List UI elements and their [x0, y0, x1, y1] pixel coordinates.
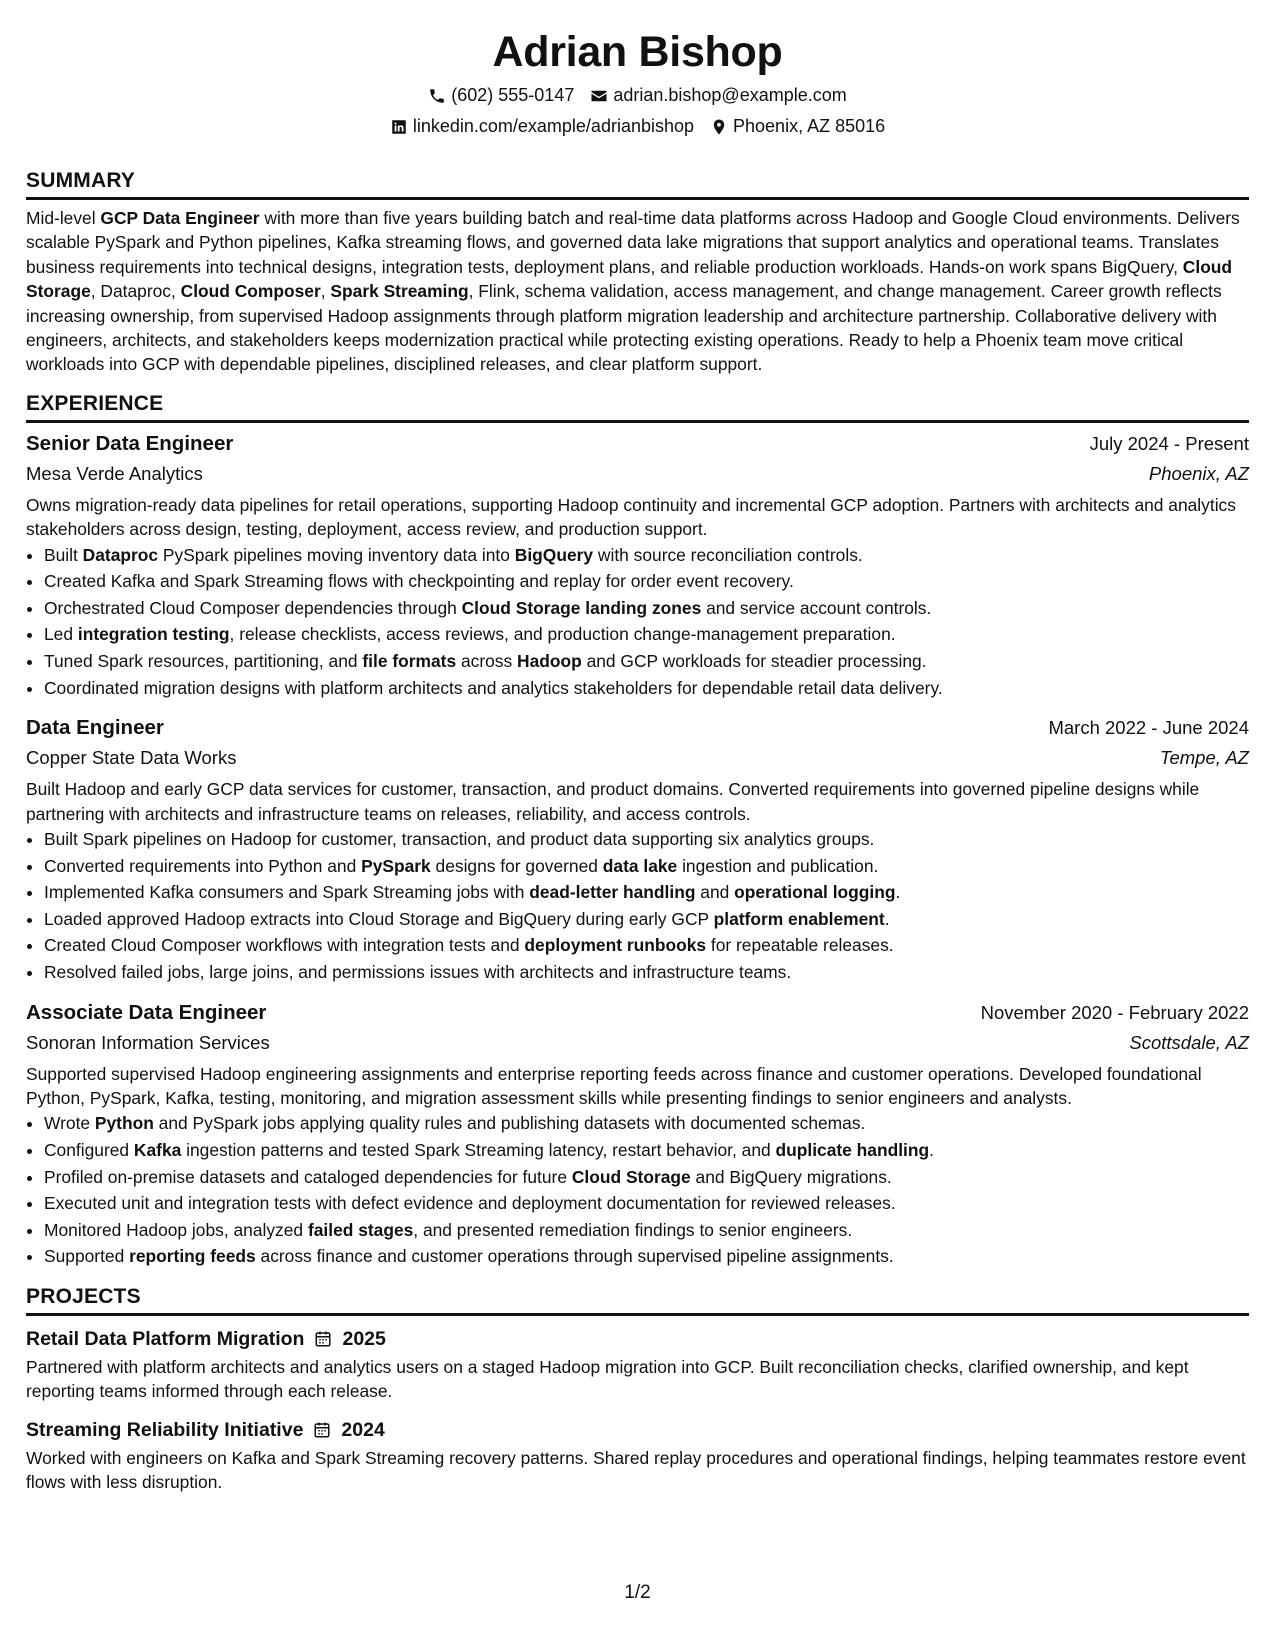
job-company: Sonoran Information Services	[26, 1031, 270, 1053]
text-segment: Profiled on-premise datasets and cataloged dependencies for future	[44, 1166, 572, 1187]
job-location: Scottsdale, AZ	[1129, 1031, 1249, 1053]
text-segment: Coordinated migration designs with platform architects and analytics stakeholders for dependable retail data delivery.	[44, 677, 943, 698]
bold-text: Cloud Composer	[180, 281, 321, 302]
bullet-item	[44, 621, 1249, 648]
job-title: Associate Data Engineer	[26, 1000, 267, 1024]
contact-email[interactable]	[590, 80, 846, 111]
contact-phone	[428, 80, 574, 111]
summary-section	[26, 168, 1249, 377]
linkedin-text[interactable]: linkedin.com/example/adrianbishop	[412, 116, 695, 136]
text-segment: Built	[44, 544, 83, 565]
text-segment: ingestion and publication.	[677, 855, 879, 876]
job-bullets	[26, 1110, 1249, 1270]
text-segment: and GCP workloads for steadier processing.	[581, 651, 927, 672]
contact-line-1	[26, 80, 1249, 111]
bold-text: duplicate handling	[775, 1140, 930, 1160]
job-company: Copper State Data Works	[26, 747, 237, 769]
contact-location	[710, 111, 885, 142]
bullet-item	[44, 1217, 1249, 1244]
project-entry	[26, 1416, 1249, 1495]
bold-text: operational logging	[734, 882, 896, 903]
projects-heading: PROJECTS	[26, 1284, 1249, 1316]
text-segment: Monitored Hadoop jobs, analyzed	[44, 1219, 308, 1240]
project-year: 2024	[341, 1418, 385, 1441]
text-segment: Supported	[44, 1246, 130, 1267]
text-segment: ,	[320, 281, 331, 302]
text-segment: and	[695, 882, 735, 903]
bold-text: Cloud Storage	[26, 256, 1233, 302]
text-segment: , and presented remediation findings to senior engineers.	[413, 1219, 853, 1240]
job-dates: March 2022 - June 2024	[1048, 717, 1249, 739]
text-segment: Created Cloud Composer workflows with integration tests and	[44, 935, 525, 956]
contact-linkedin[interactable]	[390, 111, 694, 142]
text-segment: Executed unit and integration tests with defect evidence and deployment documentation for reviewed releases.	[44, 1193, 896, 1214]
job-dates: November 2020 - February 2022	[980, 1001, 1249, 1023]
text-segment: and BigQuery migrations.	[690, 1166, 892, 1187]
calendar-icon	[314, 1330, 332, 1348]
bullet-item	[44, 1243, 1249, 1270]
envelope-icon	[590, 87, 608, 105]
text-segment: , Dataproc,	[90, 281, 181, 302]
bold-text: Hadoop	[517, 651, 582, 672]
bold-text: Spark Streaming	[330, 281, 469, 302]
text-segment: .	[884, 908, 890, 929]
bold-text: reporting feeds	[129, 1246, 256, 1267]
bullet-item	[44, 906, 1249, 933]
bold-text: failed stages	[307, 1219, 414, 1240]
contact-line-2	[26, 111, 1249, 142]
bold-text: PySpark	[361, 855, 431, 876]
bold-text: data lake	[602, 855, 678, 876]
bullet-item	[44, 1164, 1249, 1191]
bullet-item	[44, 959, 1249, 986]
email-text[interactable]: adrian.bishop@example.com	[613, 85, 847, 105]
phone-icon	[428, 87, 446, 105]
job-summary: Owns migration-ready data pipelines for retail operations, supporting Hadoop continuity and incremental GCP adoption. Partners with architects and analytics stakeholders across design, testing, deployment, access review, and production support.	[26, 494, 1236, 540]
text-segment: ingestion patterns and tested Spark Streaming latency, restart behavior, and	[181, 1140, 776, 1160]
job-bullets	[26, 826, 1249, 986]
text-segment: with source reconciliation controls.	[593, 544, 863, 565]
bullet-item	[44, 542, 1249, 569]
bold-text: dead-letter handling	[529, 882, 696, 903]
job-summary: Built Hadoop and early GCP data services for customer, transaction, and product domains. Converted requirements into governed pipeline designs while partnering with architects and infrastructure teams on releases, reliability, and access controls.	[26, 779, 1200, 824]
text-segment: and service account controls.	[701, 597, 932, 618]
summary-text	[26, 206, 1249, 377]
bold-text: Kafka	[133, 1140, 182, 1160]
bullet-item	[44, 1137, 1249, 1164]
text-segment: Created Kafka and Spark Streaming flows with checkpointing and replay for order event recovery.	[44, 571, 794, 592]
text-segment: PySpark pipelines moving inventory data into	[158, 544, 515, 565]
project-description: Partnered with platform architects and analytics users on a staged Hadoop migration into GCP. Built reconciliation checks, clarified ownership, and kept reporting teams informed through each release.	[26, 1356, 1189, 1402]
text-segment: , Flink, schema validation, access management, and change management. Career growth reflects increasing ownership, from supervised Hadoop assignments through platform migration leadership and architecture partnership. Collaborative delivery with engineers, architects, and stakeholders keeps modernization practical while protecting existing operations. Ready to help a Phoenix team move critical workloads into GCP with dependable pipelines, disciplined releases, and clear platform support.	[26, 281, 1222, 375]
bullet-item	[44, 595, 1249, 622]
text-segment: Wrote	[44, 1113, 95, 1134]
resume-header	[26, 24, 1249, 142]
candidate-name: Adrian Bishop	[492, 28, 783, 76]
job-summary: Supported supervised Hadoop engineering assignments and enterprise reporting feeds across finance and customer operations. Developed foundational Python, PySpark, Kafka, testing, monitoring, and migration assessment skills while presenting findings to senior engineers and analysts.	[26, 1063, 1202, 1108]
page-number: 1/2	[624, 1582, 651, 1603]
location-text: Phoenix, AZ 85016	[733, 116, 886, 136]
text-segment: .	[895, 882, 901, 903]
bullet-item	[44, 826, 1249, 853]
bullet-item	[44, 853, 1249, 880]
text-segment: for repeatable releases.	[706, 935, 894, 956]
job-bullets	[26, 542, 1249, 702]
phone-text: (602) 555-0147	[451, 85, 575, 105]
project-year: 2025	[342, 1327, 386, 1350]
text-segment: across	[456, 651, 518, 672]
job-location: Tempe, AZ	[1159, 747, 1249, 769]
job-entry	[26, 713, 1249, 985]
job-entry	[26, 998, 1249, 1270]
bullet-item	[44, 568, 1249, 595]
job-dates: July 2024 - Present	[1089, 432, 1249, 454]
bold-text: integration testing	[77, 624, 230, 645]
bold-text: Python	[94, 1113, 154, 1134]
job-location: Phoenix, AZ	[1148, 462, 1249, 484]
experience-section	[26, 391, 1249, 1270]
text-segment: Built Spark pipelines on Hadoop for customer, transaction, and product data supporting six analytics groups.	[44, 829, 875, 850]
bold-text: Cloud Storage	[571, 1166, 691, 1187]
bullet-item	[44, 648, 1249, 675]
experience-heading: EXPERIENCE	[26, 391, 1249, 423]
text-segment: Orchestrated Cloud Composer dependencies through	[44, 597, 462, 618]
job-entry	[26, 429, 1249, 701]
project-name: Retail Data Platform Migration	[26, 1327, 305, 1350]
text-segment: across finance and customer operations through supervised pipeline assignments.	[255, 1246, 894, 1267]
bullet-item	[44, 1190, 1249, 1217]
text-segment: , release checklists, access reviews, and production change-management preparation.	[229, 624, 896, 645]
calendar-icon	[313, 1421, 331, 1439]
map-pin-icon	[710, 118, 728, 136]
text-segment: with more than five years building batch and real-time data platforms across Hadoop and Google Cloud environments. Delivers scalable PySpark and Python pipelines, Kafka streaming flows, and governed data lake migrations that support analytics and operational teams. Translates business requirements into technical designs, integration tests, deployment plans, and reliable production workloads. Hands-on work spans BigQuery,	[26, 208, 1240, 277]
text-segment: Mid-level	[26, 208, 101, 228]
text-segment: Implemented Kafka consumers and Spark Streaming jobs with	[44, 882, 530, 903]
text-segment: and PySpark jobs applying quality rules and publishing datasets with documented schemas.	[153, 1113, 866, 1134]
bold-text: deployment runbooks	[524, 935, 707, 956]
project-description: Worked with engineers on Kafka and Spark Streaming recovery patterns. Shared replay procedures and operational findings, helping teammates restore event flows with less disruption.	[26, 1447, 1246, 1493]
bullet-item	[44, 879, 1249, 906]
bold-text: BigQuery	[514, 544, 594, 565]
bullet-item	[44, 932, 1249, 959]
job-company: Mesa Verde Analytics	[26, 462, 203, 484]
bullet-item	[44, 1110, 1249, 1137]
text-segment: Configured	[44, 1140, 134, 1160]
job-title: Senior Data Engineer	[26, 431, 234, 455]
project-entry	[26, 1325, 1249, 1404]
bold-text: file formats	[362, 651, 457, 672]
bold-text: platform enablement	[713, 908, 885, 929]
projects-section	[26, 1284, 1249, 1495]
text-segment: designs for governed	[430, 855, 603, 876]
bold-text: GCP Data Engineer	[100, 208, 260, 228]
text-segment: Resolved failed jobs, large joins, and permissions issues with architects and infrastructure teams.	[44, 962, 792, 982]
bold-text: Dataproc	[82, 544, 159, 565]
summary-heading: SUMMARY	[26, 168, 1249, 200]
text-segment: .	[929, 1140, 934, 1160]
text-segment: Tuned Spark resources, partitioning, and	[44, 651, 363, 672]
job-title: Data Engineer	[26, 716, 164, 740]
bullet-item	[44, 675, 1249, 702]
text-segment: Loaded approved Hadoop extracts into Cloud Storage and BigQuery during early GCP	[44, 908, 714, 929]
text-segment: Led	[44, 624, 78, 645]
project-name: Streaming Reliability Initiative	[26, 1418, 304, 1441]
bold-text: Cloud Storage landing zones	[461, 597, 702, 618]
text-segment: Converted requirements into Python and	[44, 855, 362, 876]
linkedin-icon	[390, 118, 408, 136]
